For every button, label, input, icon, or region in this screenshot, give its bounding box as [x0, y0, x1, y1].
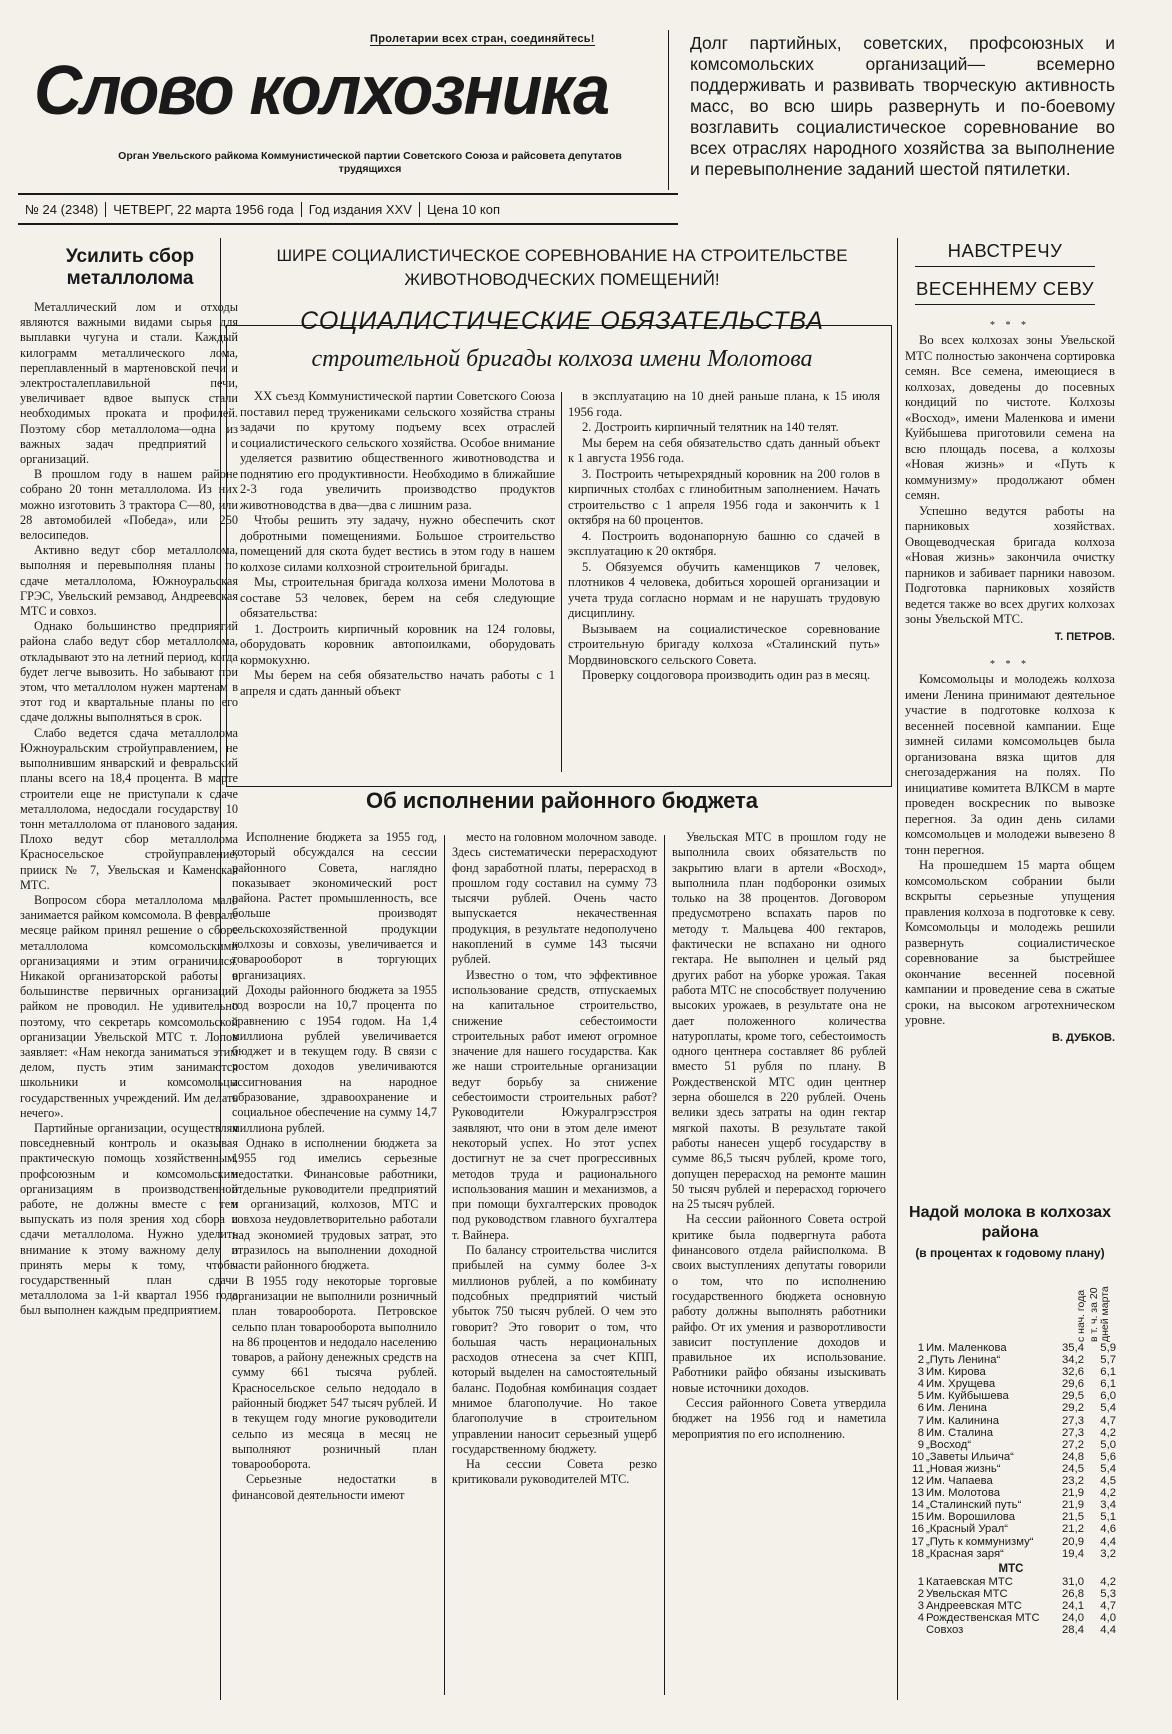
budget-paragraph: Доходы районного бюджета за 1955 год возросли на 10,7 процента по сравнению с 1954 годом. На 1,4 миллиона рублей увеличивается бюджет и в текущем году. В связи с ростом доходов увеличиваются ассигнования на народное образование, здравоохранение и социальное обеспечение на сумму 14,7 миллиона рублей.	[232, 982, 437, 1135]
row-name: Им. Сталина	[926, 1426, 994, 1439]
row-number: 4	[917, 1378, 924, 1391]
row-number: 1	[917, 1575, 924, 1588]
milk-table	[905, 1342, 1117, 1636]
row-value-march: 4,4	[1100, 1624, 1116, 1637]
right-article-paragraph: Комсомольцы и молодежь колхоза имени Ленина принимают деятельное участие в подготовке колхоза к весенней посевной кампании. Еще зимней силами комсомольцев была организована вязка щитов для снегозадержания на полях. По инициативе комитета ВЛКСМ в марте проведен воскресник по вывозке перегноя. За один день силами комсомольцев и молодежи вывезено 8 тонн перегноя.	[905, 672, 1115, 857]
row-name: Им. Хрущева	[926, 1378, 996, 1391]
table-row	[905, 1499, 1117, 1511]
pledge-paragraph: Мы, строительная бригада колхоза имени Молотова в составе 53 человек, берем на себя следующие обязательства:	[240, 575, 555, 620]
row-number: 9	[917, 1438, 924, 1451]
table-row	[905, 1342, 1117, 1354]
row-number: 3	[917, 1599, 924, 1612]
row-number: 17	[911, 1535, 924, 1548]
title-rule	[915, 304, 1095, 305]
table-row	[905, 1354, 1117, 1366]
row-value-since-year: 27,3	[1062, 1426, 1084, 1439]
row-value-since-year: 27,2	[1062, 1438, 1084, 1451]
row-number: 1	[917, 1342, 924, 1354]
table-row	[905, 1378, 1117, 1390]
milk-table-title: Надой молока в колхозах района	[909, 1204, 1111, 1241]
column-rule-right	[897, 238, 898, 1700]
row-name: Им. Молотова	[926, 1487, 1000, 1500]
row-value-march: 6,1	[1100, 1378, 1116, 1391]
newspaper-title: Слово колхозника	[34, 51, 609, 129]
pledge-column-1	[240, 389, 555, 699]
right-article-paragraph: Во всех колхозах зоны Увельской МТС полностью закончена сортировка семян. Все семена, имеющиеся в колхозах, доведены до посевных кондиций по чистоте. Колхозы «Восход», имени Маленкова и имени Куйбышева приготовили семена на всю площадь посева, а колхозы «Новая жизнь» и «Путь к коммунизму» продолжают обмен семян.	[905, 333, 1115, 503]
row-value-since-year: 20,9	[1062, 1535, 1084, 1548]
row-name: „Новая жизнь“	[926, 1462, 1001, 1475]
mts-label: МТС	[998, 1562, 1024, 1575]
table-row	[905, 1415, 1117, 1427]
left-article-paragraph: Вопросом сбора металлолома мало занимается райком комсомола. В феврале месяце райком принял решение о сборе металлолома комсомольскими организациями и этим ограничился. Никакой организаторской работы в большинстве первичных организаций райком не проводил. Не удивительно поэтому, что секретарь комсомольской организации Увельской МТС т. Лопов заявляет: «Нам некогда заниматься этим делом, пусть этим занимаются школьники и комсомольцы государственных учреждений. Им делать нечего».	[20, 892, 238, 1120]
row-value-since-year: 24,5	[1062, 1462, 1084, 1475]
row-value-march: 6,1	[1100, 1366, 1116, 1379]
row-value-since-year: 29,2	[1062, 1402, 1084, 1415]
row-name: Им. Куйбышева	[926, 1390, 1009, 1403]
row-value-march: 4,7	[1100, 1599, 1116, 1612]
row-name: Им. Чапаева	[926, 1475, 993, 1488]
table-row	[905, 1366, 1117, 1378]
pledge-paragraph: 3. Построить четырехрядный коровник на 200 голов в кирпичных столбах с глинобитным заполнением. Начать строительство с 1 апреля 1956 года и закончить к 1 октября на 60 процентов.	[568, 466, 880, 527]
pledge-paragraph: Мы берем на себя обязательство сдать данный объект к 1 августа 1956 года.	[568, 435, 880, 465]
pledge-paragraph: 5. Обязуемся обучить каменщиков 7 человек, плотников 4 человека, добиться хорошей организации и учета труда согласно нормам и не нарушать трудовую дисциплину.	[568, 559, 880, 620]
pledge-paragraph: Чтобы решить эту задачу, нужно обеспечить скот добротными помещениями. Большое строительство помещений для скота будет вестись в этом году в нашем колхозе силами колхозной строительной бригады.	[240, 513, 555, 574]
section-stars: * * *	[990, 659, 1030, 671]
party-motto: Пролетарии всех стран, соединяйтесь!	[370, 33, 595, 45]
row-number: 2	[917, 1587, 924, 1600]
pledge-paragraph: Вызываем на социалистическое соревнование строительную бригаду колхоза «Сталинский путь» Мордвиновского сельского Совета.	[568, 621, 880, 667]
row-value-march: 4,0	[1100, 1611, 1116, 1624]
row-name: „Красный Урал“	[926, 1523, 1008, 1536]
right-article-title-2: ВЕСЕННЕМУ СЕВУ	[916, 278, 1094, 299]
newspaper-organ-line: Орган Увельского райкома Коммунистической партии Советского Союза и райсовета депутатов трудящихся	[118, 150, 622, 175]
table-row	[905, 1475, 1117, 1487]
table-row	[905, 1439, 1117, 1451]
row-value-since-year: 29,6	[1062, 1378, 1084, 1391]
pledge-column-2	[568, 389, 880, 684]
budget-paragraph: В 1955 году некоторые торговые организации не выполнили розничный план товарооборота. Петровское сельпо план товарооборота выполнило на 86 процентов и недодало населению товаров, а району денежных средств на сумму 661 тысяча рублей. Красносельское сельпо недодало в районный бюджет 547 тысяч рублей. И в текущем году многие руководители сельпо из месяца в месяц не выполняют розничный план товарооборота.	[232, 1273, 437, 1472]
budget-column-3	[672, 830, 886, 1696]
row-value-since-year: 21,9	[1062, 1499, 1084, 1512]
row-name: Им. Ленина	[926, 1402, 987, 1415]
table-row	[905, 1588, 1117, 1600]
row-value-march: 4,2	[1100, 1487, 1116, 1500]
row-number: 8	[917, 1426, 924, 1439]
row-value-march: 5,0	[1100, 1438, 1116, 1451]
table-row	[905, 1487, 1117, 1499]
column-header: с нач. года	[1075, 1289, 1087, 1342]
row-value-march: 4,7	[1100, 1414, 1116, 1427]
row-number: 18	[911, 1547, 924, 1560]
pledge-title: СОЦИАЛИСТИЧЕСКИЕ ОБЯЗАТЕЛЬСТВА	[300, 307, 824, 335]
budget-column-2	[452, 830, 657, 1696]
row-name: Им. Калинина	[926, 1414, 999, 1427]
row-number: 16	[911, 1523, 924, 1536]
row-value-since-year: 21,9	[1062, 1487, 1084, 1500]
row-name: „Путь Ленина“	[926, 1354, 1001, 1367]
table-row	[905, 1536, 1117, 1548]
table-row	[905, 1523, 1117, 1535]
table-row	[905, 1463, 1117, 1475]
row-value-march: 4,2	[1100, 1426, 1116, 1439]
table-row	[905, 1427, 1117, 1439]
row-name: „Красная заря“	[926, 1547, 1004, 1560]
row-value-march: 6,0	[1100, 1390, 1116, 1403]
kolkhoz-table	[905, 1342, 1117, 1560]
row-value-since-year: 26,8	[1062, 1587, 1084, 1600]
row-name: „Путь к коммунизму“	[926, 1535, 1034, 1548]
row-name: Катаевская МТС	[926, 1575, 1013, 1588]
budget-paragraph: По балансу строительства числится прибылей на сумму более 3-х миллионов рублей, а по комбинату подсобных предприятий чистый убыток 750 тысяч рублей. О чем это говорит? Это говорит о том, что большая часть нерациональных расходов отнесена за счет КПП, который выделен на самостоятельный баланс. Подобная комбинация создает мнимое благополучие. Но такое благополучие в строительном управлении наносит серьезный ущерб государственному бюджету.	[452, 1243, 657, 1456]
budget-paragraph: Исполнение бюджета за 1955 год, который обсуждался на сессии районного Совета, наглядно показывает экономический рост района. Растет промышленность, все больше производят сельскохозяйственной продукции колхозы и совхозы, увеличивается и товарооборот в торгующих организациях.	[232, 830, 437, 982]
left-article-paragraph: Партийные организации, осуществляя повседневный контроль и оказывая практическую помощь хозяйственным, профсоюзным и комсомольским организациям в производственной работе, не должны вместе с тем выпускать из поля зрения ход сбора и сдачи металлолома. Нужно уделить внимание к этому важному делу и принять меры к тому, чтобы государственный план сдачи металлолома за 1-й квартал 1956 года был выполнен каждым предприятием.	[20, 1120, 238, 1318]
milk-table-header	[905, 1282, 1115, 1342]
row-value-march: 4,4	[1100, 1535, 1116, 1548]
section-stars: * * *	[990, 320, 1030, 331]
row-number: 13	[911, 1487, 924, 1500]
table-row	[905, 1624, 1117, 1636]
author-signature: В. ДУБКОВ.	[1051, 1031, 1115, 1044]
row-value-since-year: 23,2	[1062, 1475, 1084, 1488]
row-value-march: 5,7	[1100, 1354, 1116, 1367]
masthead-divider	[668, 30, 669, 190]
budget-column-rule	[664, 835, 665, 1695]
row-value-march: 4,6	[1100, 1523, 1116, 1536]
row-number: 14	[911, 1499, 924, 1512]
row-number: 15	[911, 1511, 924, 1524]
row-value-march: 4,2	[1100, 1575, 1116, 1588]
budget-paragraph: Серьезные недостатки в финансовой деятельности имеют	[232, 1472, 437, 1502]
right-article-paragraph: На прошедшем 15 марта общем комсомольском собрании были вскрыты серьезные упущения правления колхоза в подготовке к севу. Комсомольцы и молодежь решили развернуть социалистическое соревнование за быстрейшее окончание весенней посевной кампании и проведение сева в сжатые сроки, на высоком агротехническом уровне.	[905, 858, 1115, 1028]
row-number: 5	[917, 1390, 924, 1403]
left-article-paragraph: Активно ведут сбор металлолома, выполняя и перевыполняя планы по сдаче металлолома, Южноуральская ГРЭС, Увельский ремзавод, Андреевская МТС и совхоз.	[20, 543, 238, 619]
competition-header: ШИРЕ СОЦИАЛИСТИЧЕСКОЕ СОРЕВНОВАНИЕ НА СТРОИТЕЛЬСТВЕ ЖИВОТНОВОДЧЕСКИХ ПОМЕЩЕНИЙ!	[276, 246, 848, 289]
row-number	[905, 1624, 925, 1636]
table-row	[905, 1600, 1117, 1612]
left-article-paragraph: Слабо ведется сдача металлолома Южноуральским стройуправлением, не выполнившим январский и февральский планы всего на 18,4 процента. В марте строители еще не приступали к сдаче металлолома, недосдали государству 10 тонн металлолома от планового задания. Плохо ведут сбор металлолома Красносельское стройуправление, прииск № 7, Увельская и Каменская МТС.	[20, 725, 238, 892]
row-value-since-year: 28,4	[1062, 1624, 1084, 1637]
issue-year: Год издания XXV	[302, 202, 420, 217]
row-value-march: 4,5	[1100, 1475, 1116, 1488]
budget-column-1	[232, 830, 437, 1696]
left-article-body	[20, 300, 238, 1692]
budget-article-title: Об исполнении районного бюджета	[365, 788, 759, 813]
left-article-paragraph: Металлический лом и отходы являются важными видами сырья для выплавки чугуна и стали. Каждый килограмм металлического лома, переплавленный в мартеновской печи и электросталеплавильной печи, увеличивает вдвое выпуск стали необходимых проката и профилей. Поэтому сбор металлолома—одна из важных задач предприятий и организаций.	[20, 300, 238, 467]
right-article-paragraph: Успешно ведутся работы на парниковых хозяйствах. Овощеводческая бригада колхоза «Новая жизнь» закончила очистку парников и забивает парники навозом. Подготовка парниковых хозяйств ведется также во всех других колхозах зоны Увельской МТС.	[905, 503, 1115, 627]
budget-paragraph: Сессия районного Совета утвердила бюджет на 1956 год и наметила мероприятия по его исполнению.	[672, 1395, 886, 1441]
pledge-paragraph: 4. Построить водонапорную башню со сдачей в эксплуатацию к 20 октября.	[568, 528, 880, 558]
row-value-since-year: 24,0	[1062, 1611, 1084, 1624]
front-slogan: Долг партийных, советских, профсоюзных и комсомольских организаций— всемерно поддерживать и развивать творческую активность масс, во всю ширь развернуть и по-боевому возглавить социалистическое соревнование во всех отраслях народного хозяйства за выполнение и перевыполнение заданий шестой пятилетки.	[690, 33, 1115, 179]
table-row	[905, 1511, 1117, 1523]
row-name: „Заветы Ильича“	[926, 1450, 1014, 1463]
pledge-column-rule	[561, 392, 562, 772]
row-name: Им. Маленкова	[926, 1342, 1007, 1354]
right-article-title-1: НАВСТРЕЧУ	[947, 240, 1063, 261]
row-name: Андреевская МТС	[926, 1599, 1022, 1612]
pledge-paragraph: в эксплуатацию на 10 дней раньше плана, к 15 июля 1956 года.	[568, 389, 880, 419]
row-value-since-year: 24,1	[1062, 1599, 1084, 1612]
row-name: Совхоз	[926, 1624, 964, 1637]
row-name: Им. Кирова	[926, 1366, 986, 1379]
table-row	[905, 1402, 1117, 1414]
row-number: 7	[917, 1414, 924, 1427]
table-row	[905, 1390, 1117, 1402]
budget-paragraph: место на головном молочном заводе. Здесь систематически перерасходуют фонд заработной платы, перерасход в прошлом году составил на сумму 73 тысячи рублей. Очень часто выпускается некачественная продукция, в результате недополучено накоплений в сумме 143 тысячи рублей.	[452, 830, 657, 967]
budget-paragraph: Однако в исполнении бюджета за 1955 год имелись серьезные недостатки. Финансовые работники, отдельные руководители предприятий и организаций, колхозов, МТС и совхоза неудовлетворительно работали над экономией трудовых затрат, это отразилось на выполнении доходной части районного бюджета.	[232, 1135, 437, 1273]
row-value-since-year: 27,3	[1062, 1414, 1084, 1427]
pledge-paragraph: Мы берем на себя обязательство начать работы с 1 апреля и сдать данный объект	[240, 668, 555, 698]
issue-price: Цена 10 коп	[426, 201, 500, 217]
row-value-since-year: 31,0	[1062, 1575, 1084, 1588]
budget-paragraph: Известно о том, что эффективное использование средств, отпускаемых на капитальное строительство, снижение себестоимости строительных работ имеют огромное значение для нашего государства. Как же наши строительные организации ведут борьбу за снижение себестоимости строительных работ? Руководители Южуралгрэсстроя заявляют, что они в этом деле имеют некоторый успех. Но этот успех достигнут не за счет прогрессивных методов труда и рационального использования машин и механизмов, а при помощи бухгалтерских проводок под руководством главного бухгалтера т. Вайнера.	[452, 967, 657, 1242]
row-value-march: 3,4	[1100, 1499, 1116, 1512]
budget-paragraph: На сессии районного Совета острой критике была подвергнута работа финансового отдела райисполкома. В своих выступлениях депутаты говорили о том, что по исполнению государственного бюджета основную работу должны выполнять работники райфо. От их умения и разворотливости зависит поступление доходов и правильное их использование. Работники райфо обязаны изыскивать новые источники доходов.	[672, 1212, 886, 1395]
row-number: 3	[917, 1366, 924, 1379]
row-value-since-year: 24,8	[1062, 1450, 1084, 1463]
row-value-since-year: 21,5	[1062, 1511, 1084, 1524]
author-signature: Т. ПЕТРОВ.	[1054, 630, 1115, 643]
row-value-march: 5,9	[1100, 1342, 1116, 1354]
row-number: 2	[917, 1354, 924, 1367]
table-row	[905, 1451, 1117, 1463]
row-value-march: 5,6	[1100, 1450, 1116, 1463]
row-value-march: 5,4	[1100, 1402, 1116, 1415]
issue-date: ЧЕТВЕРГ, 22 марта 1956 года	[106, 202, 302, 217]
row-number: 12	[911, 1475, 924, 1488]
row-value-since-year: 29,5	[1062, 1390, 1084, 1403]
column-header: в т. ч. за 20 дней марта	[1088, 1286, 1111, 1342]
left-article-paragraph: В прошлом году в нашем районе собрано 20 тонн металлолома. Из них можно изготовить 3 трактора С—80, или 28 автомобилей «Победа», или 250 велосипедов.	[20, 467, 238, 543]
row-number: 4	[917, 1611, 924, 1624]
pledge-paragraph: 1. Достроить кирпичный коровник на 124 головы, оборудовать коровник автопоилками, оборудовать кормокухню.	[240, 621, 555, 667]
pledge-paragraph: 2. Достроить кирпичный телятник на 140 телят.	[582, 420, 839, 434]
left-article-title: Усилить сбор металлолома	[65, 246, 195, 289]
title-rule	[915, 266, 1095, 267]
row-value-since-year: 32,6	[1062, 1366, 1084, 1379]
pledge-subtitle: строительной бригады колхоза имени Молотова	[311, 346, 813, 372]
table-row	[905, 1576, 1117, 1588]
row-value-since-year: 21,2	[1062, 1523, 1084, 1536]
budget-paragraph: Увельская МТС в прошлом году не выполнила своих обязательств по закрытию влаги в артели «Восход», выполнила план подборонки озимых только на 38 процентов. Договором предусмотрено вспахать паров по методу т. Мальцева 400 гектаров, фактически не вспахано ни одного гектара. Не выполнен и целый ряд других работ на уборке урожая. Такая работа МТС не способствует получению высоких урожаев, в результате она не дает положенного количества натуроплаты, кроме того, себестоимость одного центнера составляет 86 рублей вместо 51 рубля по плану. В Рождественской МТС один центнер зерна обошелся в 220 рублей. Очень велики здесь затраты на один гектар мягкой пахоты. В результате такой работы нанесен ущерб государству в сумме 86,5 тысяч рублей, кроме того, допущен перерасход на ремонте машин 50 тысяч рублей и перерасход горючего на 25 тысяч рублей.	[672, 830, 886, 1212]
pledge-paragraph: Проверку соцдоговора производить один раз в месяц.	[582, 668, 871, 682]
row-value-since-year: 35,4	[1062, 1342, 1084, 1354]
pledge-paragraph: XX съезд Коммунистической партии Советского Союза поставил перед тружениками сельского хозяйства страны задачи по крутому подъему всех отраслей социалистического сельского хозяйства. Особое внимание уделяется развитию общественного животноводства и поднятию его продуктивности. Необходимо в ближайшие 2-3 года увеличить производство продуктов животноводства в два—два с лишним раза.	[240, 389, 555, 512]
table-row	[905, 1612, 1117, 1624]
row-value-since-year: 34,2	[1062, 1354, 1084, 1367]
row-number: 10	[911, 1450, 924, 1463]
budget-paragraph: На сессии Совета резко критиковали руководителей МТС.	[452, 1457, 657, 1487]
mts-table	[905, 1576, 1117, 1636]
row-value-march: 3,2	[1100, 1547, 1116, 1560]
budget-column-rule	[444, 835, 445, 1695]
row-name: Увельская МТС	[926, 1587, 1008, 1600]
row-name: „Сталинский путь“	[926, 1499, 1022, 1512]
row-number: 6	[917, 1402, 924, 1415]
row-name: „Восход“	[926, 1438, 972, 1451]
row-name: Им. Ворошилова	[926, 1511, 1016, 1524]
row-number: 11	[912, 1462, 924, 1475]
issue-bar	[18, 193, 678, 225]
table-row	[905, 1548, 1117, 1560]
row-value-since-year: 19,4	[1062, 1547, 1084, 1560]
row-name: Рождественская МТС	[926, 1611, 1040, 1624]
row-value-march: 5,4	[1100, 1462, 1116, 1475]
row-value-march: 5,1	[1100, 1511, 1116, 1524]
issue-number: № 24 (2348)	[18, 202, 106, 217]
left-article-paragraph: Однако большинство предприятий района слабо ведут сбор металлолома, откладывают это на летний период, когда будет легче вывозить. Но забывают при этом, что металлолом нужен мартенам в этот год и квартальные планы по его сдаче должны выполняться в срок.	[20, 619, 238, 725]
right-article-section-1	[905, 318, 1115, 1046]
row-value-march: 5,3	[1100, 1587, 1116, 1600]
milk-table-subtitle: (в процентах к годовому плану)	[915, 1246, 1105, 1260]
